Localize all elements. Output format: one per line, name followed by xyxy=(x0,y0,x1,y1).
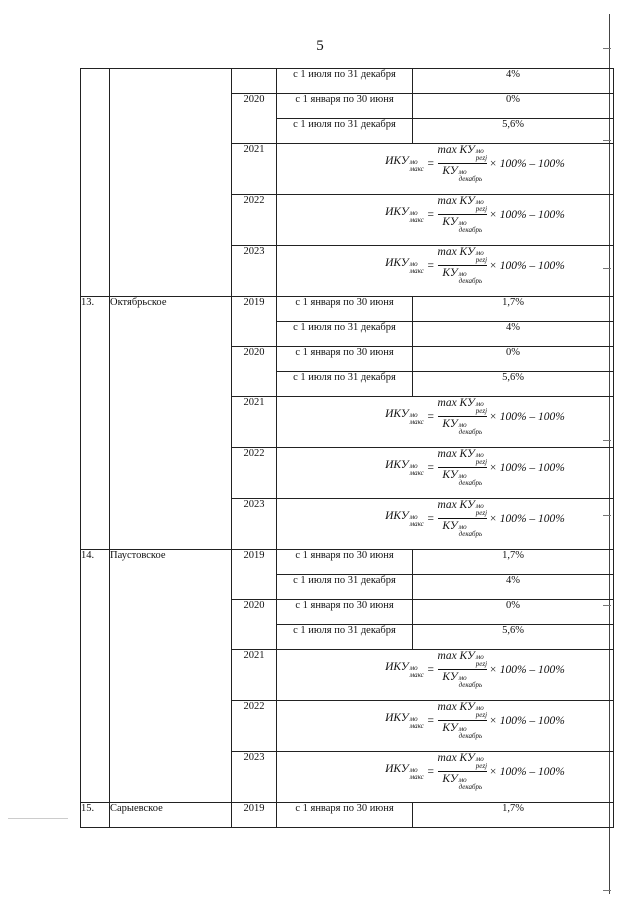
formula-numerator xyxy=(438,397,488,415)
formula-lhs xyxy=(385,763,424,781)
formula-num-text: max КУ xyxy=(437,752,475,764)
table-row xyxy=(81,69,614,94)
formula-fraction xyxy=(438,448,488,487)
year-cell: 2023 xyxy=(232,752,277,803)
period-cell: с 1 января по 30 июня xyxy=(277,803,413,828)
page-number: 5 xyxy=(316,38,324,54)
max-index-formula xyxy=(277,752,613,791)
formula-fraction xyxy=(438,650,488,689)
formula-numerator xyxy=(438,246,488,264)
formula-fraction-bar xyxy=(438,518,488,519)
formula-lhs-sub: макс xyxy=(409,670,424,679)
formula-cell xyxy=(277,144,614,195)
formula-den-text: КУ xyxy=(442,671,458,683)
formula-lhs-text: ИКУ xyxy=(385,762,409,775)
formula-num-text: max КУ xyxy=(437,650,475,662)
formula-num-sub: реzj xyxy=(475,660,488,668)
formula-num-text: max КУ xyxy=(437,448,475,460)
period-cell: с 1 июля по 31 декабря xyxy=(277,322,413,347)
formula-den-sup: мо xyxy=(458,472,467,480)
formula-lhs-indices xyxy=(410,716,424,730)
formula-lhs-sup: мо xyxy=(409,157,418,166)
formula-num-indices xyxy=(476,452,487,466)
formula-den-indices xyxy=(459,220,483,234)
formula-num-indices xyxy=(476,148,487,162)
period-cell: с 1 июля по 31 декабря xyxy=(277,372,413,397)
formula-den-sub: декабрь xyxy=(458,530,483,538)
formula-den-sup: мо xyxy=(458,219,467,227)
max-index-formula xyxy=(277,144,613,183)
year-cell: 2020 xyxy=(232,347,277,397)
formula-num-sup: мо xyxy=(475,400,484,408)
max-index-formula xyxy=(277,499,613,538)
formula-num-sup: мо xyxy=(475,502,484,510)
formula-lhs-indices xyxy=(410,412,424,426)
formula-num-indices xyxy=(476,756,487,770)
formula-den-sup: мо xyxy=(458,523,467,531)
rate-value: 1,7% xyxy=(413,803,614,828)
row-number: 15. xyxy=(81,803,110,828)
max-index-formula xyxy=(277,195,613,234)
formula-lhs-sup: мо xyxy=(409,410,418,419)
formula-den-indices xyxy=(459,169,483,183)
year-cell: 2019 xyxy=(232,297,277,347)
formula-den-sub: декабрь xyxy=(458,226,483,234)
formula-num-text: max КУ xyxy=(437,195,475,207)
formula-num-indices xyxy=(476,654,487,668)
formula-equals: = xyxy=(426,663,435,676)
formula-num-sup: мо xyxy=(475,198,484,206)
formula-num-sup: мо xyxy=(475,653,484,661)
formula-lhs-sup: мо xyxy=(409,663,418,672)
formula-den-text: КУ xyxy=(442,418,458,430)
formula-denominator xyxy=(442,267,482,285)
formula-den-sup: мо xyxy=(458,421,467,429)
period-cell: с 1 января по 30 июня xyxy=(277,94,413,119)
rate-value: 4% xyxy=(413,575,614,600)
formula-lhs-text: ИКУ xyxy=(385,458,409,471)
formula-lhs-sub: макс xyxy=(409,266,424,275)
formula-num-text: max КУ xyxy=(437,499,475,511)
formula-tail: × 100% – 100% xyxy=(489,714,565,727)
formula-lhs-sup: мо xyxy=(409,259,418,268)
formula-den-sub: декабрь xyxy=(458,175,483,183)
formula-equals: = xyxy=(426,208,435,221)
formula-num-sub: реzj xyxy=(475,458,488,466)
max-index-formula xyxy=(277,397,613,436)
year-cell: 2021 xyxy=(232,650,277,701)
formula-tail: × 100% – 100% xyxy=(489,208,565,221)
year-cell: 2022 xyxy=(232,448,277,499)
formula-numerator xyxy=(438,448,488,466)
formula-numerator xyxy=(438,650,488,668)
formula-cell xyxy=(277,448,614,499)
max-index-formula xyxy=(277,246,613,285)
formula-lhs-text: ИКУ xyxy=(385,154,409,167)
formula-num-sup: мо xyxy=(475,755,484,763)
max-index-formula xyxy=(277,448,613,487)
max-index-formula xyxy=(277,650,613,689)
rate-value: 1,7% xyxy=(413,297,614,322)
formula-lhs-text: ИКУ xyxy=(385,509,409,522)
formula-den-indices xyxy=(459,524,483,538)
formula-fraction xyxy=(438,195,488,234)
formula-num-indices xyxy=(476,199,487,213)
period-cell: с 1 июля по 31 декабря xyxy=(277,625,413,650)
formula-lhs-sup: мо xyxy=(409,461,418,470)
formula-lhs-sub: макс xyxy=(409,468,424,477)
formula-lhs-sub: макс xyxy=(409,772,424,781)
year-cell: 2019 xyxy=(232,550,277,600)
formula-tail: × 100% – 100% xyxy=(489,157,565,170)
formula-lhs-text: ИКУ xyxy=(385,660,409,673)
formula-denominator xyxy=(442,418,482,436)
formula-lhs-sup: мо xyxy=(409,714,418,723)
formula-den-indices xyxy=(459,777,483,791)
formula-equals: = xyxy=(426,410,435,423)
formula-denominator xyxy=(442,722,482,740)
formula-fraction xyxy=(438,701,488,740)
formula-numerator xyxy=(438,144,488,162)
formula-numerator xyxy=(438,752,488,770)
formula-den-text: КУ xyxy=(442,216,458,228)
formula-den-sub: декабрь xyxy=(458,479,483,487)
municipality-name: Сарыевское xyxy=(110,803,232,828)
formula-fraction-bar xyxy=(438,720,488,721)
formula-den-indices xyxy=(459,271,483,285)
year-cell: 2023 xyxy=(232,499,277,550)
formula-equals: = xyxy=(426,259,435,272)
year-cell: 2020 xyxy=(232,600,277,650)
formula-denominator xyxy=(442,671,482,689)
formula-denominator xyxy=(442,520,482,538)
formula-equals: = xyxy=(426,512,435,525)
year-cell: 2022 xyxy=(232,701,277,752)
rate-value: 4% xyxy=(413,69,614,94)
formula-den-text: КУ xyxy=(442,469,458,481)
formula-tail: × 100% – 100% xyxy=(489,461,565,474)
row-number: 13. xyxy=(81,297,110,550)
rate-value: 0% xyxy=(413,94,614,119)
formula-lhs xyxy=(385,712,424,730)
municipality-name: Октябрьское xyxy=(110,297,232,550)
formula-num-sub: реzj xyxy=(475,711,488,719)
municipality-row xyxy=(81,550,614,575)
formula-lhs xyxy=(385,459,424,477)
municipality-row xyxy=(81,297,614,322)
rate-value: 5,6% xyxy=(413,372,614,397)
formula-cell xyxy=(277,650,614,701)
row-number xyxy=(81,69,110,297)
period-cell: с 1 января по 30 июня xyxy=(277,550,413,575)
formula-den-indices xyxy=(459,675,483,689)
formula-num-sub: реzj xyxy=(475,509,488,517)
formula-num-text: max КУ xyxy=(437,246,475,258)
year-cell: 2021 xyxy=(232,144,277,195)
formula-denominator xyxy=(442,165,482,183)
rate-value: 0% xyxy=(413,347,614,372)
formula-equals: = xyxy=(426,461,435,474)
rate-value: 4% xyxy=(413,322,614,347)
formula-den-sub: декабрь xyxy=(458,783,483,791)
formula-lhs-sup: мо xyxy=(409,208,418,217)
formula-tail: × 100% – 100% xyxy=(489,410,565,423)
formula-cell xyxy=(277,701,614,752)
formula-cell xyxy=(277,246,614,297)
formula-lhs xyxy=(385,510,424,528)
formula-num-indices xyxy=(476,503,487,517)
formula-tail: × 100% – 100% xyxy=(489,765,565,778)
formula-den-text: КУ xyxy=(442,722,458,734)
formula-fraction xyxy=(438,499,488,538)
formula-den-sup: мо xyxy=(458,270,467,278)
formula-lhs-sub: макс xyxy=(409,164,424,173)
formula-lhs-indices xyxy=(410,767,424,781)
formula-lhs-sub: макс xyxy=(409,721,424,730)
formula-num-sub: реzj xyxy=(475,762,488,770)
formula-num-sub: реzj xyxy=(475,154,488,162)
formula-lhs-indices xyxy=(410,261,424,275)
formula-fraction-bar xyxy=(438,771,488,772)
formula-equals: = xyxy=(426,714,435,727)
year-cell: 2019 xyxy=(232,803,277,828)
formula-cell xyxy=(277,499,614,550)
rate-value: 0% xyxy=(413,600,614,625)
rate-value: 1,7% xyxy=(413,550,614,575)
margin-mark xyxy=(603,890,611,891)
formula-num-indices xyxy=(476,401,487,415)
formula-lhs-sub: макс xyxy=(409,417,424,426)
formula-fraction-bar xyxy=(438,467,488,468)
formula-fraction-bar xyxy=(438,265,488,266)
formula-tail: × 100% – 100% xyxy=(489,259,565,272)
row-number: 14. xyxy=(81,550,110,803)
year-cell: 2021 xyxy=(232,397,277,448)
formula-den-sup: мо xyxy=(458,725,467,733)
formula-fraction-bar xyxy=(438,416,488,417)
municipality-name: Паустовское xyxy=(110,550,232,803)
formula-lhs-indices xyxy=(410,210,424,224)
formula-num-sub: реzj xyxy=(475,407,488,415)
formula-fraction xyxy=(438,144,488,183)
period-cell: с 1 июля по 31 декабря xyxy=(277,69,413,94)
formula-num-sup: мо xyxy=(475,249,484,257)
formula-denominator xyxy=(442,469,482,487)
formula-den-sub: декабрь xyxy=(458,681,483,689)
period-cell: с 1 января по 30 июня xyxy=(277,297,413,322)
formula-lhs xyxy=(385,206,424,224)
formula-fraction xyxy=(438,397,488,436)
municipality-row xyxy=(81,803,614,828)
formula-fraction-bar xyxy=(438,669,488,670)
formula-den-text: КУ xyxy=(442,773,458,785)
formula-lhs-indices xyxy=(410,463,424,477)
formula-fraction xyxy=(438,246,488,285)
formula-den-indices xyxy=(459,726,483,740)
formula-lhs-sup: мо xyxy=(409,512,418,521)
formula-den-text: КУ xyxy=(442,165,458,177)
formula-num-sup: мо xyxy=(475,147,484,155)
formula-denominator xyxy=(442,773,482,791)
year-cell: 2023 xyxy=(232,246,277,297)
formula-den-sub: декабрь xyxy=(458,428,483,436)
formula-den-sup: мо xyxy=(458,168,467,176)
formula-num-text: max КУ xyxy=(437,701,475,713)
formula-num-sup: мо xyxy=(475,704,484,712)
formula-fraction xyxy=(438,752,488,791)
formula-denominator xyxy=(442,216,482,234)
formula-cell xyxy=(277,752,614,803)
formula-num-sub: реzj xyxy=(475,256,488,264)
formula-den-indices xyxy=(459,422,483,436)
margin-mark xyxy=(603,48,611,49)
formula-den-indices xyxy=(459,473,483,487)
formula-lhs-text: ИКУ xyxy=(385,256,409,269)
municipality-name xyxy=(110,69,232,297)
formula-den-text: КУ xyxy=(442,267,458,279)
formula-lhs-sub: макс xyxy=(409,215,424,224)
formula-equals: = xyxy=(426,765,435,778)
period-cell: с 1 января по 30 июня xyxy=(277,347,413,372)
year-cell: 2020 xyxy=(232,94,277,144)
formula-numerator xyxy=(438,701,488,719)
formula-numerator xyxy=(438,499,488,517)
formula-lhs xyxy=(385,257,424,275)
formula-num-indices xyxy=(476,250,487,264)
rate-value: 5,6% xyxy=(413,119,614,144)
formula-lhs-text: ИКУ xyxy=(385,711,409,724)
formula-num-indices xyxy=(476,705,487,719)
formula-equals: = xyxy=(426,157,435,170)
formula-den-sup: мо xyxy=(458,674,467,682)
period-cell: с 1 января по 30 июня xyxy=(277,600,413,625)
formula-tail: × 100% – 100% xyxy=(489,663,565,676)
period-cell: с 1 июля по 31 декабря xyxy=(277,119,413,144)
formula-numerator xyxy=(438,195,488,213)
formula-cell xyxy=(277,397,614,448)
rate-value: 5,6% xyxy=(413,625,614,650)
formula-lhs-indices xyxy=(410,665,424,679)
year-cell: 2022 xyxy=(232,195,277,246)
formula-lhs xyxy=(385,155,424,173)
formula-cell xyxy=(277,195,614,246)
period-cell: с 1 июля по 31 декабря xyxy=(277,575,413,600)
formula-fraction-bar xyxy=(438,214,488,215)
scan-artifact xyxy=(8,818,68,819)
formula-lhs xyxy=(385,408,424,426)
formula-den-text: КУ xyxy=(442,520,458,532)
formula-den-sup: мо xyxy=(458,776,467,784)
formula-lhs-indices xyxy=(410,159,424,173)
formula-num-sup: мо xyxy=(475,451,484,459)
formula-fraction-bar xyxy=(438,163,488,164)
rates-table xyxy=(80,68,614,828)
formula-den-sub: декабрь xyxy=(458,277,483,285)
formula-num-text: max КУ xyxy=(437,397,475,409)
formula-tail: × 100% – 100% xyxy=(489,512,565,525)
formula-lhs-indices xyxy=(410,514,424,528)
formula-den-sub: декабрь xyxy=(458,732,483,740)
max-index-formula xyxy=(277,701,613,740)
formula-lhs-sub: макс xyxy=(409,519,424,528)
formula-lhs-sup: мо xyxy=(409,765,418,774)
formula-lhs xyxy=(385,661,424,679)
formula-lhs-text: ИКУ xyxy=(385,407,409,420)
formula-num-text: max КУ xyxy=(437,144,475,156)
formula-lhs-text: ИКУ xyxy=(385,205,409,218)
formula-num-sub: реzj xyxy=(475,205,488,213)
year-cell xyxy=(232,69,277,94)
